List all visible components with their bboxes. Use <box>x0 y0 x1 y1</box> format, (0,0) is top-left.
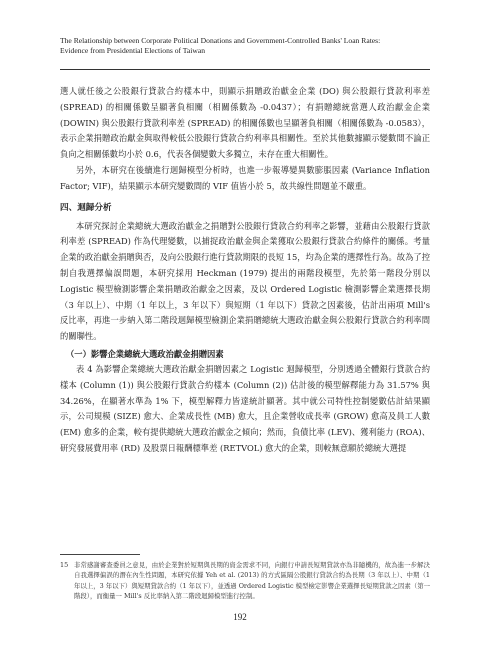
header-rule <box>60 69 430 70</box>
section-heading-regression: 四、迴歸分析 <box>60 202 112 213</box>
running-header <box>60 36 430 56</box>
subsection-heading-donation-factors: （一）影響企業總統大選政治獻金捐贈因素 <box>66 348 224 359</box>
footnote-text: 非常感謝審查委員之意見，由於企業對於短期與長期的資金需求不同，向銀行申請長短期貸款亦為非隨機的，故為進一步解決自我選擇偏誤的潛在內生性問題，本研究依據 Yeh et al. (2013) 的方式區隔公股銀行貸款合約為長期（3 年以上）、中期（1 年以上，3 年以下）與短期貸款合約（1 年以下），並透過 Ordered Logistic 模型檢定影響企業選擇長短期貸款之因素（第一階段），而衡量一 Mill's 反比率納入第二階段迴歸模型進行控制。 <box>74 561 430 601</box>
footnote-rule <box>60 554 140 555</box>
footnote <box>60 560 430 602</box>
page-number: 192 <box>233 612 247 622</box>
body-paragraph-1: 選人就任後之公股銀行貸款合約樣本中，則顯示捐贈政治獻金企業 (DO) 與公股銀行貸款利率差 (SPREAD) 的相關係數呈顯著負相關（相關係數為 -0.0437）；有捐贈總統當選人政治獻金企業 (DOWIN) 與公股銀行貸款利率差 (SPREAD) 的相關係數也呈顯著負相關（相關係數為 -0.0583），表示企業捐贈政治獻金與取得較低公股銀行貸款合約利率具相關性。至於其他數據顯示變數間不論正負向之相關係數均小於 0.6，代表各個變數大多獨立，未存在重大相關性。 <box>60 86 430 160</box>
header-title-line-1: The Relationship between Corporate Political Donations and Government-Controlled Banks' Loan Rates: <box>60 36 381 45</box>
main-body <box>60 84 430 457</box>
header-title-line-2: Evidence from Presidential Elections of Taiwan <box>60 46 206 55</box>
subsection-paragraph-1: 表 4 為影響企業總統大選政治獻金捐贈因素之 Logistic 迴歸模型，分別透過全體銀行貸款合約樣本 (Column (1)) 與公股銀行貸款合約樣本 (Column (2)) 估計後的模型解釋能力為 31.57% 與 34.26%，在顯著水準為 1% 下，模型解釋力皆達統計顯著。其中就公司特性控制變數估計結果顯示，公司規模 (SIZE) 愈大、企業成長性 (MB) 愈大，且企業營收成長率 (GROW) 愈高及員工人數 (EM) 愈多的企業，較有提供總統大選政治獻金之傾向；然而，負債比率 (LEV)、獲利能力 (ROA)、研究發展費用率 (RD) 及股票日報酬標準差 (RETVOL) 愈大的企業，則較無意願於總統大選提 <box>60 363 430 453</box>
footnote-number: 15 <box>60 561 69 569</box>
section-paragraph-1: 本研究探討企業總統大選政治獻金之捐贈對公股銀行貸款合約利率之影響，並藉由公股銀行貸款利率差 (SPREAD) 作為代理變數，以捕捉政治獻金與企業獲取公股銀行貸款合約條件的關係。考量企業的政治獻金捐贈與否，及向公股銀行進行貸款期限的長短 15，均為企業的選擇性行為。故為了控制自我選擇偏誤問題，本研究採用 Heckman (1979) 提出的兩階段模型，先於第一階段分別以 Logistic 模型檢測影響企業捐贈政治獻金之因素，及以 Ordered Logistic 檢測影響企業選擇長期（3 年以上）、中期（1 年以上，3 年以下）與短期（1 年以下）貸款之因素後，估計出兩項 Mill's 反比率，再進一步納入第二階段迴歸模型檢測企業捐贈總統大選政治獻金與公股銀行貸款合約利率間的關聯性。 <box>60 220 430 342</box>
body-paragraph-2: 另外，本研究在後續進行迴歸模型分析時，也進一步報導變異數膨脹因素 (Variance Inflation Factor; VIF)，結果顯示本研究變數間的 VIF 值皆小於 5，故共線性問題並不嚴重。 <box>60 164 430 191</box>
